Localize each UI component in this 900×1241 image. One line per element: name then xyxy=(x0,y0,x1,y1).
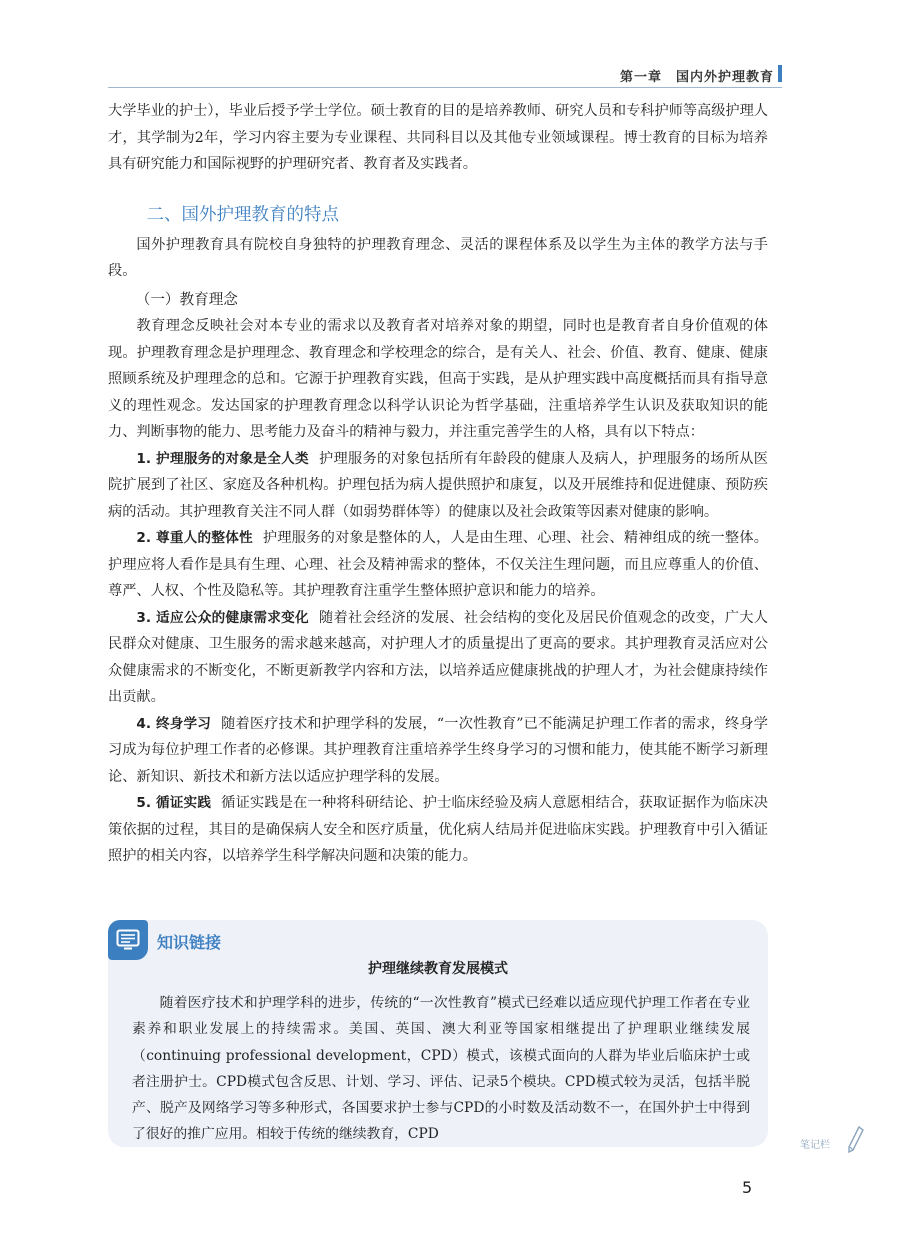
knowledge-box-label: 知识链接 xyxy=(157,933,222,952)
point-text: 随着社会经济的发展、社会结构的变化及居民价值观念的改变，广大人民群众对健康、卫生服务的需求越来越高，对护理人才的质量提出了更高的要求。其护理教育灵活应对公众健康需求的不断变化，不断更新教学内容和方法，以培养适应健康挑战的护理人才，为社会健康持续作出贡献。 xyxy=(108,609,768,705)
knowledge-box-paragraph: 随着医疗技术和护理学科的进步，传统的“一次性教育”模式已经难以适应现代护理工作者在专业素养和职业发展上的持续需求。美国、英国、澳大利亚等国家相继提出了护理职业继续发展（continuing professional development，CPD）模式，该模式面向的人群为毕业后临床护士或者注册护士。CPD模式包含反思、计划、学习、评估、记录5个模块。CPD模式较为灵活，包括半脱产、脱产及网络学习等多种形式，各国要求护士参与CPD的小时数及活动数不一，在国外护士中得到了很好的推广应用。相较于传统的继续教育，CPD xyxy=(132,995,750,1143)
point-paragraph xyxy=(108,605,768,711)
point-text: 护理服务的对象是整体的人，人是由生理、心理、社会、精神组成的统一整体。护理应将人看作是具有生理、心理、社会及精神需求的整体，不仅关注生理问题，而且应尊重人的价值、尊严、人权、个性及隐私等。其护理教育注重学生整体照护意识和能力的培养。 xyxy=(108,530,768,599)
point-heading: 3. 适应公众的健康需求变化 xyxy=(136,609,309,626)
point-heading: 5. 循证实践 xyxy=(136,795,212,811)
knowledge-box-body xyxy=(132,990,750,1148)
main-content xyxy=(108,98,768,870)
pen-icon xyxy=(845,1125,865,1155)
section-title: 二、国外护理教育的特点 xyxy=(146,204,339,225)
section-intro: 国外护理教育具有院校自身独特的护理教育理念、灵活的课程体系及以学生为主体的教学方法与手段。 xyxy=(108,236,768,279)
header-rule xyxy=(108,87,782,88)
point-paragraph xyxy=(108,525,768,605)
chapter-title: 第一章 国内外护理教育 xyxy=(619,70,774,85)
point-text: 护理服务的对象包括所有年龄段的健康人及病人，护理服务的场所从医院扩展到了社区、家庭及各种机构。护理包括为病人提供照护和康复，以及开展维持和促进健康、预防疾病的活动。其护理教育关注不同人群（如弱势群体等）的健康以及社会政策等因素对健康的影响。 xyxy=(108,450,768,520)
intro-paragraph: 大学毕业的护士），毕业后授予学士学位。硕士教育的目的是培养教师、研究人员和专科护师等高级护理人才，其学制为2年，学习内容主要为专业课程、共同科目以及其他专业领域课程。博士教育的目标为培养具有研究能力和国际视野的护理研究者、教育者及实践者。 xyxy=(108,103,768,172)
point-paragraph xyxy=(108,711,768,791)
point-text: 循证实践是在一种将科研结论、护士临床经验及病人意愿相结合，获取证据作为临床决策依据的过程，其目的是确保病人安全和医疗质量，优化病人结局并促进临床实践。护理教育中引入循证照护的相关内容，以培养学生科学解决问题和决策的能力。 xyxy=(108,795,768,864)
point-text: 随着医疗技术和护理学科的发展，“一次性教育”已不能满足护理工作者的需求，终身学习成为每位护理工作者的必修课。其护理教育注重培养学生终身学习的习惯和能力，使其能不断学习新理论、新知识、新技术和新方法以适应护理学科的发展。 xyxy=(108,715,768,785)
point-heading: 4. 终身学习 xyxy=(136,715,212,732)
point-heading: 1. 护理服务的对象是全人类 xyxy=(136,450,309,467)
philosophy-paragraph: 教育理念反映社会对本专业的需求以及教育者对培养对象的期望，同时也是教育者自身价值观的体现。护理教育理念是护理理念、教育理念和学校理念的综合，是有关人、社会、价值、教育、健康、健康照顾系统及护理理念的总和。它源于护理教育实践，但高于实践，是从护理实践中高度概括而具有指导意义的理性观念。发达国家的护理教育理念以科学认识论为哲学基础，注重培养学生认识及获取知识的能力、判断事物的能力、思考能力及奋斗的精神与毅力，并注重完善学生的人格，具有以下特点： xyxy=(108,318,768,440)
point-heading: 2. 尊重人的整体性 xyxy=(136,530,253,546)
page-header xyxy=(0,62,900,88)
knowledge-box xyxy=(108,920,768,1147)
knowledge-link-icon xyxy=(108,920,148,960)
header-accent-bar xyxy=(778,65,782,82)
page-number: 5 xyxy=(742,1178,753,1197)
point-paragraph xyxy=(108,446,768,526)
point-paragraph xyxy=(108,790,768,870)
subsection-title: （一）教育理念 xyxy=(135,290,238,308)
knowledge-box-title: 护理继续教育发展模式 xyxy=(368,961,508,977)
notes-label: 笔记栏 xyxy=(800,1140,830,1151)
